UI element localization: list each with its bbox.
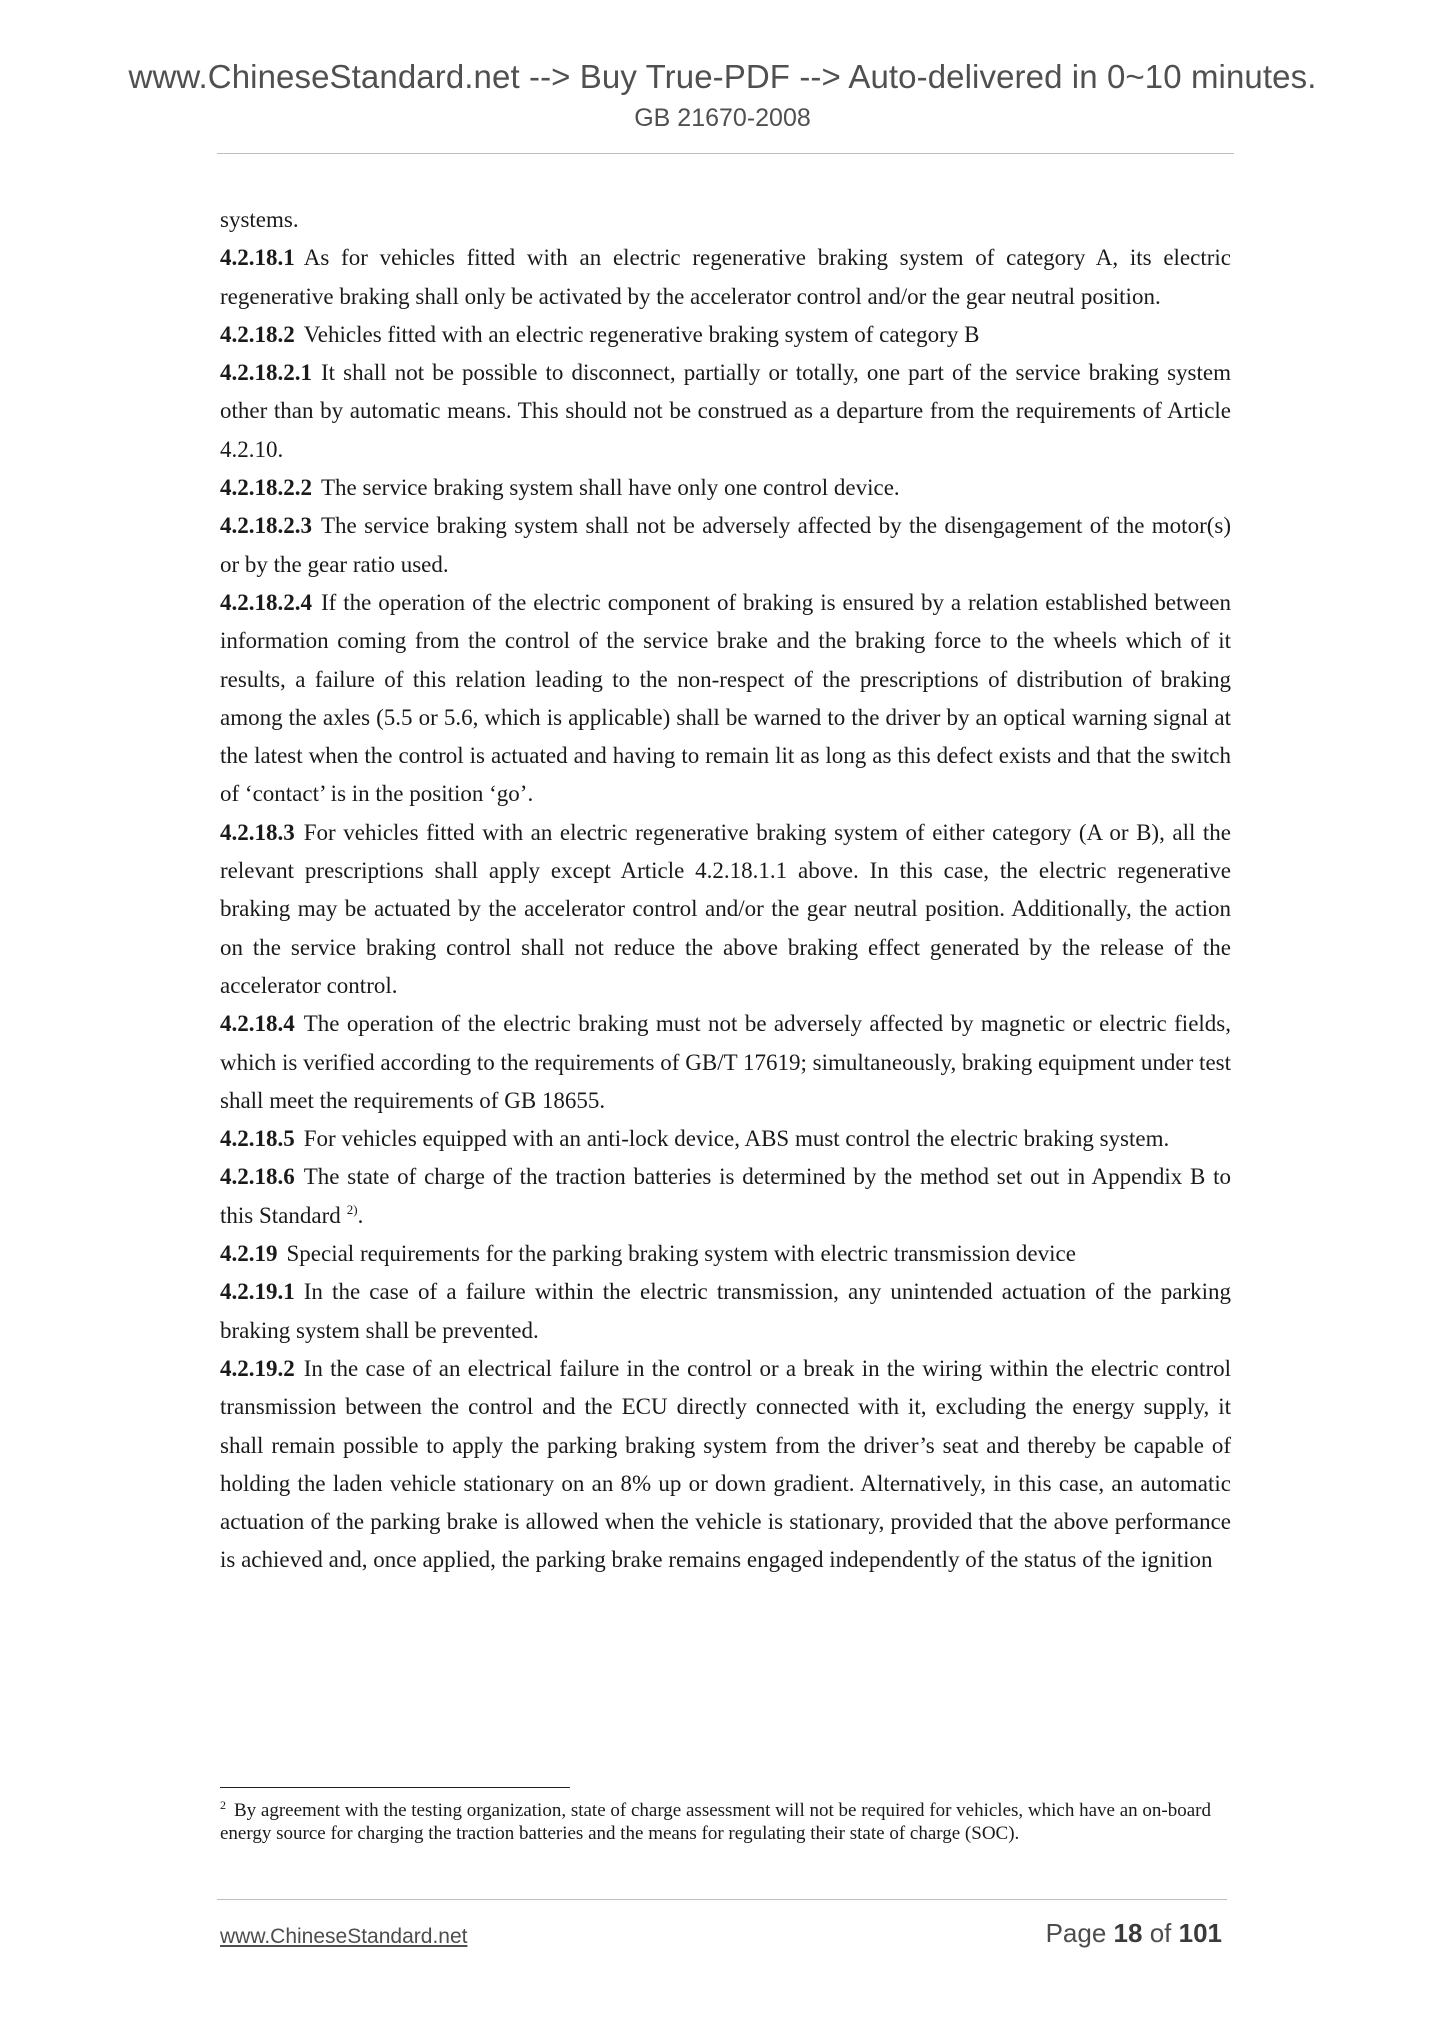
page-current: 18 bbox=[1113, 1918, 1143, 1948]
paragraph-text: The state of charge of the traction batteries is determined by the method set out in Appendix B to this Standard bbox=[220, 1164, 1231, 1228]
clause-number: 4.2.18.2.3 bbox=[220, 513, 312, 539]
clause-number: 4.2.18.4 bbox=[220, 1011, 295, 1037]
paragraph-text: If the operation of the electric component of braking is ensured by a relation established between information coming from the control of the service brake and the braking force to the wheels which of it results, a failure of this relation leading to the non-respect of the prescriptions of distribution of braking among the axles (5.5 or 5.6, which is applicable) shall be warned to the driver by an optical warning signal at the latest when the control is actuated and having to remain lit as long as this defect exists and that the switch of ‘contact’ is in the position ‘go’. bbox=[220, 589, 1231, 807]
footer-divider bbox=[217, 1899, 1227, 1900]
page-label: Page bbox=[1045, 1918, 1107, 1948]
header-banner: www.ChineseStandard.net --> Buy True-PDF --> Auto-delivered in 0~10 minutes. bbox=[128, 58, 1317, 95]
header-divider bbox=[217, 153, 1234, 154]
footnote-text: By agreement with the testing organization, state of charge assessment will not be required for vehicles, which have an on-board energy source for charging the traction batteries and the means for regulating their state of charge (SOC). bbox=[220, 1800, 1211, 1844]
paragraph bbox=[220, 814, 1231, 1005]
clause-number: 4.2.18.5 bbox=[220, 1126, 295, 1152]
paragraph-text: Special requirements for the parking braking system with electric transmission device bbox=[286, 1241, 1076, 1267]
page-indicator bbox=[1046, 1918, 1222, 1949]
clause-number: 4.2.18.2.1 bbox=[220, 360, 312, 386]
paragraph bbox=[220, 1350, 1231, 1580]
paragraph bbox=[220, 354, 1231, 469]
clause-number: 4.2.19.1 bbox=[220, 1279, 295, 1305]
paragraph bbox=[220, 584, 1231, 814]
clause-number: 4.2.19 bbox=[220, 1241, 278, 1267]
paragraph-tail: . bbox=[357, 1202, 364, 1228]
paragraph bbox=[220, 1273, 1231, 1350]
paragraph bbox=[220, 1005, 1231, 1120]
paragraph-text: In the case of a failure within the electric transmission, any unintended actuation of the parking braking system shall be prevented. bbox=[220, 1279, 1231, 1343]
paragraph-text: systems. bbox=[220, 207, 299, 232]
footnote-mark: 2 bbox=[220, 1797, 226, 1812]
clause-number: 4.2.18.1 bbox=[220, 245, 295, 271]
paragraph bbox=[220, 1235, 1231, 1273]
footnote-reference[interactable]: 2) bbox=[346, 1202, 358, 1218]
paragraph bbox=[220, 469, 1231, 507]
clause-number: 4.2.18.2.2 bbox=[220, 475, 312, 501]
clause-number: 4.2.18.6 bbox=[220, 1164, 295, 1190]
paragraph bbox=[220, 1158, 1231, 1235]
document-body bbox=[220, 201, 1231, 1580]
paragraph-text: The service braking system shall not be adversely affected by the disengagement of the motor(s) or by the gear ratio used. bbox=[220, 513, 1231, 577]
paragraph-text: The operation of the electric braking must not be adversely affected by magnetic or electric fields, which is verified according to the requirements of GB/T 17619; simultaneously, braking equipment under test shall meet the requirements of GB 18655. bbox=[220, 1011, 1231, 1113]
footnote-divider bbox=[220, 1787, 570, 1788]
paragraph-text: It shall not be possible to disconnect, partially or totally, one part of the service braking system other than by automatic means. This should not be construed as a departure from the requirements of Article 4.2.10. bbox=[220, 360, 1231, 462]
standard-code: GB 21670-2008 bbox=[634, 104, 811, 132]
clause-number: 4.2.18.2.4 bbox=[220, 589, 312, 615]
paragraph-text: For vehicles fitted with an electric regenerative braking system of either category (A or B), all the relevant prescriptions shall apply except Article 4.2.18.1.1 above. In this case, the electric regenerative braking may be actuated by the accelerator control and/or the gear neutral position. Additionally, the action on the service braking control shall not reduce the above braking effect generated by the release of the accelerator control. bbox=[220, 819, 1231, 998]
paragraph-text: In the case of an electrical failure in the control or a break in the wiring within the electric control transmission between the control and the ECU directly connected with it, excluding the energy supply, it shall remain possible to apply the parking braking system from the driver’s seat and thereby be capable of holding the laden vehicle stationary on an 8% up or down gradient. Alternatively, in this case, an automatic actuation of the parking brake is allowed when the vehicle is stationary, provided that the above performance is achieved and, once applied, the parking brake remains engaged independently of the status of the ignition bbox=[220, 1355, 1231, 1573]
footer-site-link[interactable]: www.ChineseStandard.net bbox=[220, 1925, 468, 1948]
paragraph bbox=[220, 1120, 1231, 1158]
paragraph bbox=[220, 316, 1231, 354]
paragraph bbox=[220, 201, 1231, 239]
paragraph-text: Vehicles fitted with an electric regenerative braking system of category B bbox=[303, 321, 980, 347]
page-total: 101 bbox=[1178, 1918, 1222, 1948]
paragraph bbox=[220, 239, 1231, 316]
paragraph-text: The service braking system shall have only one control device. bbox=[321, 475, 900, 501]
paragraph-text: For vehicles equipped with an anti-lock device, ABS must control the electric braking system. bbox=[303, 1126, 1170, 1152]
clause-number: 4.2.18.2 bbox=[220, 321, 295, 347]
clause-number: 4.2.19.2 bbox=[220, 1355, 295, 1381]
paragraph bbox=[220, 507, 1231, 584]
paragraph-text: As for vehicles fitted with an electric regenerative braking system of category A, its electric regenerative braking shall only be activated by the accelerator control and/or the gear neutral position. bbox=[220, 245, 1231, 309]
footnote bbox=[220, 1797, 1231, 1845]
clause-number: 4.2.18.3 bbox=[220, 819, 295, 845]
page-separator: of bbox=[1149, 1918, 1172, 1948]
